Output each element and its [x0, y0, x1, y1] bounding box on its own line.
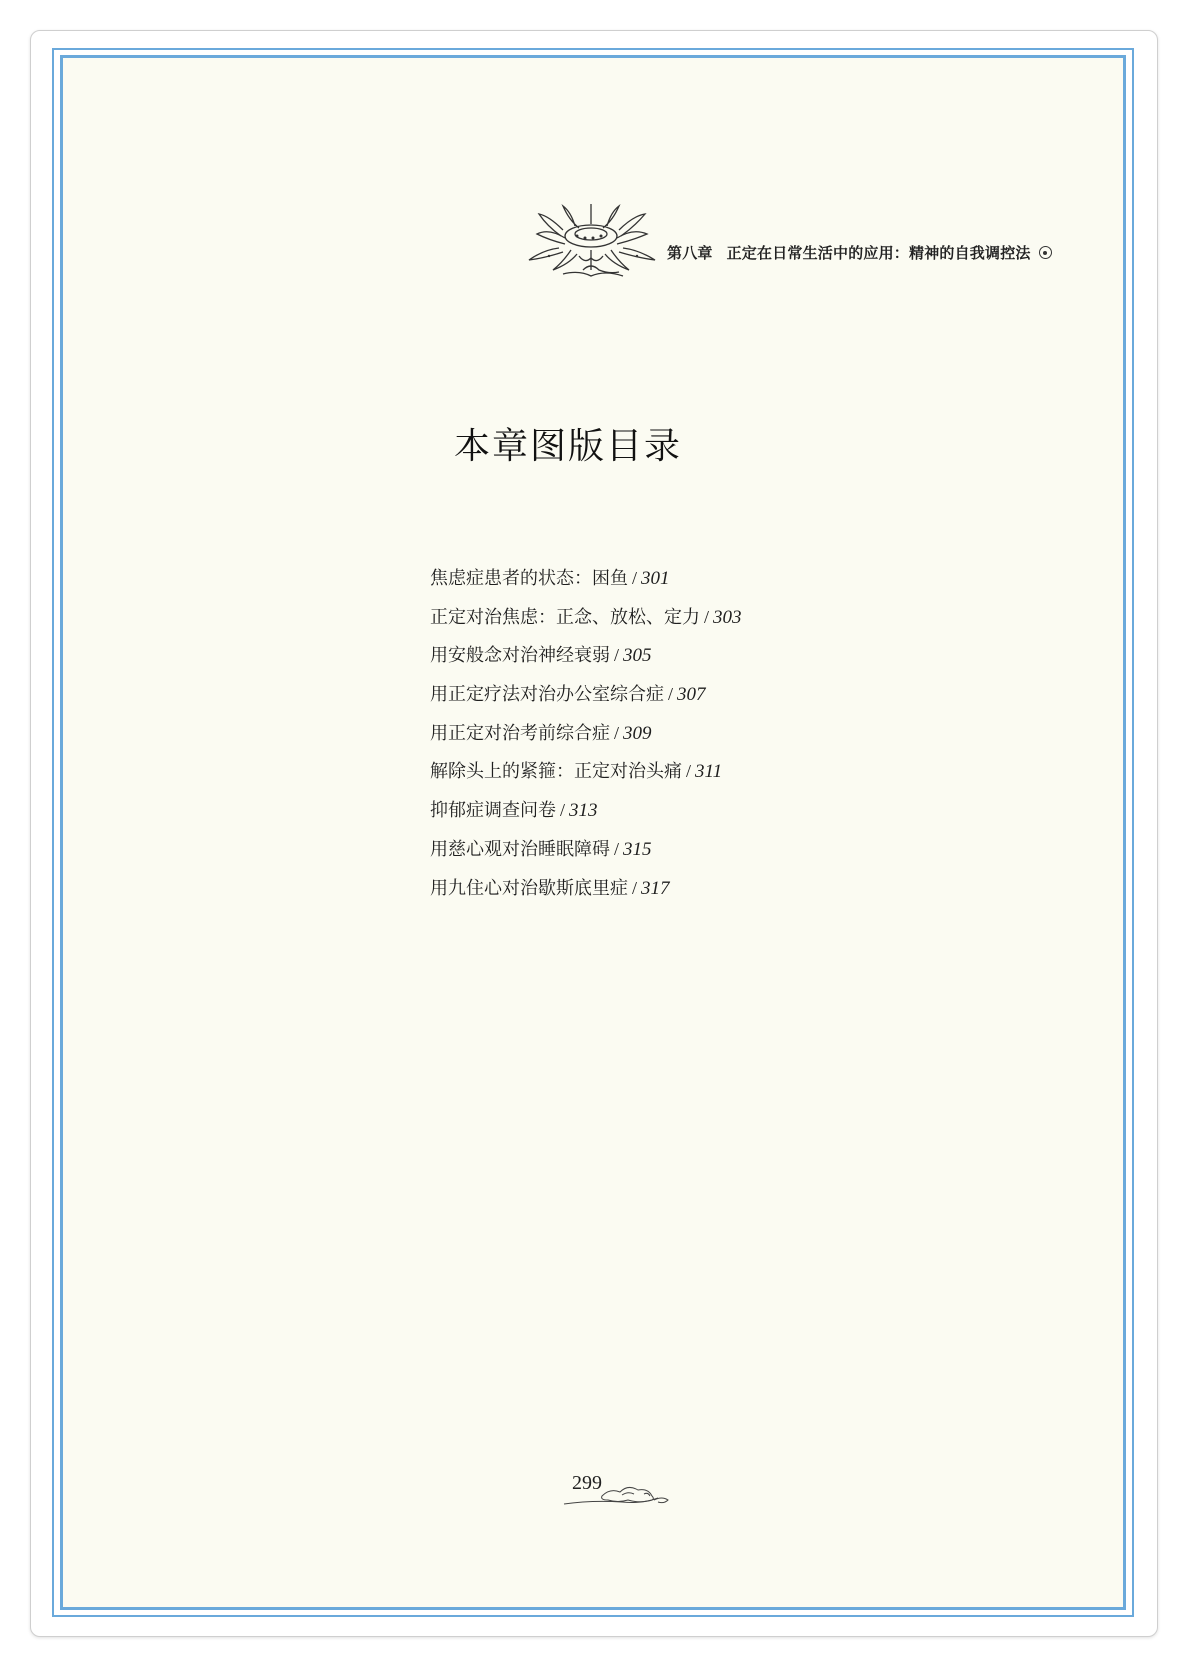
plate-list [430, 566, 742, 914]
separator: / [632, 877, 638, 898]
separator: / [668, 684, 674, 705]
plate-page-number: 311 [695, 761, 723, 783]
plate-title: 用慈心观对治睡眠障碍 [430, 838, 610, 860]
plate-title: 解除头上的紧箍：正定对治头痛 [430, 761, 682, 783]
plate-page-number: 309 [623, 722, 652, 744]
plate-entry [430, 605, 742, 644]
plate-page-number: 303 [713, 606, 742, 628]
plate-page-number: 307 [677, 684, 706, 706]
plate-title: 用九住心对治歇斯底里症 [430, 877, 628, 899]
circle-dot-icon [1039, 246, 1052, 259]
header-title [667, 242, 1052, 263]
separator: / [632, 568, 638, 588]
plate-entry [430, 682, 742, 721]
plate-title: 正定对治焦虑：正念、放松、定力 [430, 606, 700, 628]
page-number: 299 [572, 1472, 602, 1494]
separator: / [614, 722, 620, 743]
separator: / [560, 800, 566, 821]
plate-title: 用正定疗法对治办公室综合症 [430, 684, 664, 706]
plate-page-number: 305 [623, 645, 652, 667]
plate-page-number: 313 [569, 800, 598, 822]
page-footer [562, 1470, 672, 1510]
plate-title: 抑郁症调查问卷 [430, 800, 556, 822]
separator: / [614, 645, 620, 666]
plate-entry [430, 721, 742, 760]
plate-title: 用正定对治考前综合症 [430, 722, 610, 744]
header-chapter-title: 正定在日常生活中的应用：精神的自我调控法 [726, 244, 1031, 262]
plate-page-number: 317 [641, 877, 670, 899]
separator: / [686, 761, 692, 782]
plate-entry [430, 837, 742, 876]
plate-entry [430, 643, 742, 682]
plate-entry [430, 759, 742, 798]
lotus-icon [519, 200, 669, 290]
running-header [519, 200, 1039, 290]
plate-page-number: 301 [641, 568, 670, 589]
plate-page-number: 315 [623, 838, 652, 860]
plate-entry [430, 566, 742, 605]
header-chapter: 第八章 [667, 244, 713, 262]
separator: / [614, 838, 620, 859]
plate-title: 用安般念对治神经衰弱 [430, 645, 610, 667]
page-title: 本章图版目录 [454, 426, 683, 467]
plate-entry [430, 798, 742, 837]
separator: / [704, 606, 710, 627]
plate-entry [430, 876, 742, 915]
plate-title: 焦虑症患者的状态：困鱼 [430, 568, 628, 589]
